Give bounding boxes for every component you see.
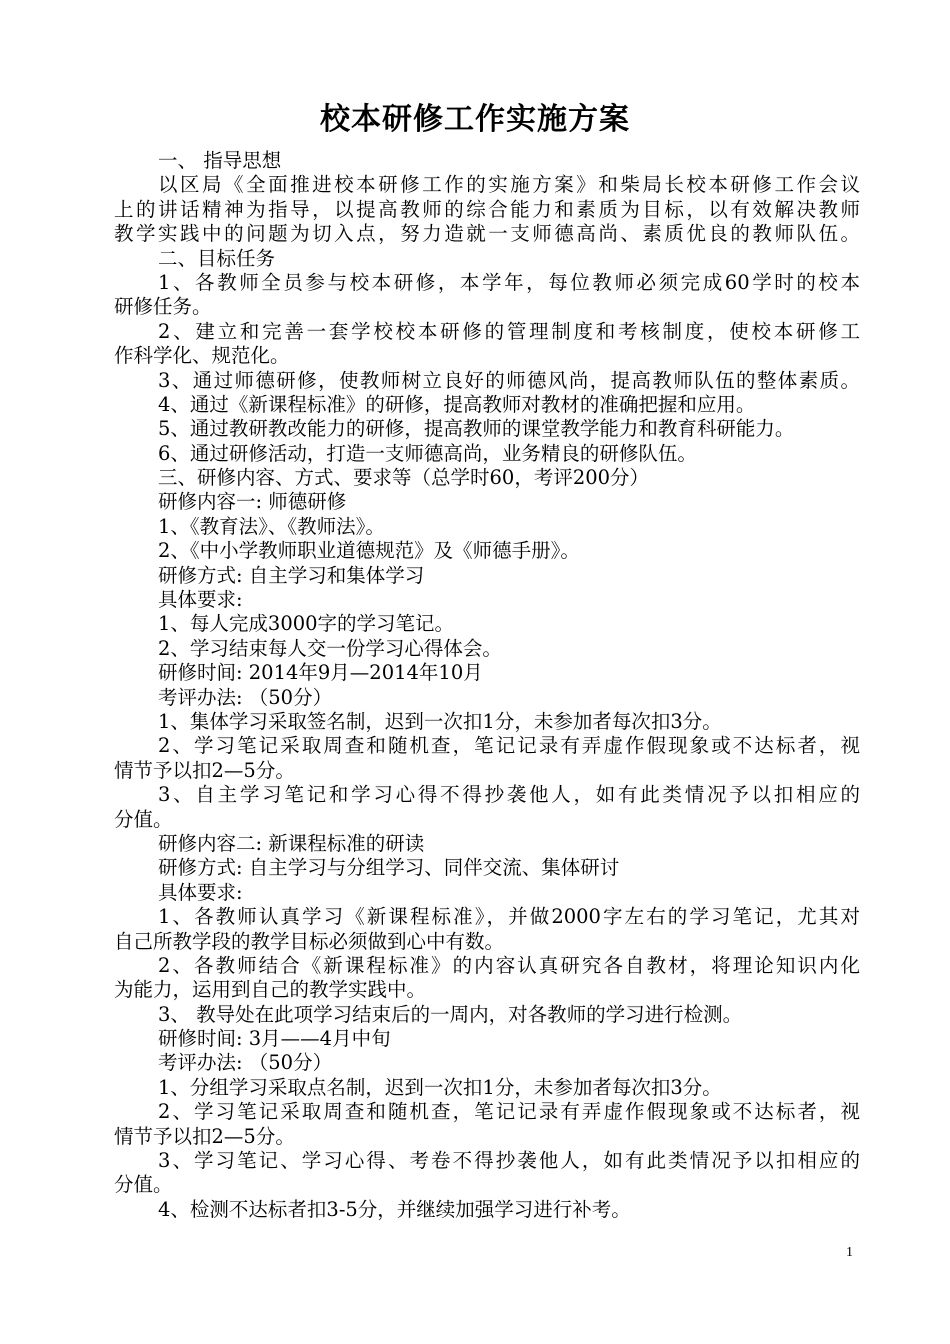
body-line: 研修内容二: 新课程标准的研读 xyxy=(158,831,425,855)
body-line: 3、通过师德研修，使教师树立良好的师德风尚，提高教师队伍的整体素质。 xyxy=(158,368,860,392)
body-line: 4、检测不达标者扣3-5分，并继续加强学习进行补考。 xyxy=(158,1197,631,1221)
body-line: 2、各教师结合《新课程标准》的内容认真研究各自教材，将理论知识内化 xyxy=(158,953,860,977)
body-line: 1、《教育法》、《教师法》。 xyxy=(158,514,385,538)
body-line: 情节予以扣2—5分。 xyxy=(114,758,295,782)
body-line: 三、研修内容、方式、要求等（总学时60，考评200分） xyxy=(158,466,650,490)
body-line: 3、学习笔记、学习心得、考卷不得抄袭他人，如有此类情况予以扣相应的 xyxy=(158,1149,860,1173)
body-line: 作科学化、规范化。 xyxy=(114,344,290,368)
body-line: 4、通过《新课程标准》的研修，提高教师对教材的准确把握和应用。 xyxy=(158,392,756,416)
body-line: 1、每人完成3000字的学习笔记。 xyxy=(158,612,455,636)
body-line: 1、分组学习采取点名制，迟到一次扣1分，未参加者每次扣3分。 xyxy=(158,1075,722,1099)
body-line: 为能力，运用到自己的教学实践中。 xyxy=(114,978,427,1002)
body-line: 考评办法: （50分） xyxy=(158,1051,333,1075)
document-title: 校本研修工作实施方案 xyxy=(320,102,630,137)
body-line: 2、学习结束每人交一份学习心得体会。 xyxy=(158,636,502,660)
body-line: 分值。 xyxy=(114,1173,173,1197)
body-line: 1、各教师全员参与校本研修，本学年，每位教师必须完成60学时的校本 xyxy=(158,270,860,294)
body-line: 研修时间: 3月——4月中旬 xyxy=(158,1027,391,1051)
body-line: 研修方式: 自主学习与分组学习、同伴交流、集体研讨 xyxy=(158,856,620,880)
document-body xyxy=(114,149,860,1222)
body-line: 以区局《全面推进校本研修工作的实施方案》和柴局长校本研修工作会议 xyxy=(158,173,860,197)
body-line: 3、自主学习笔记和学习心得不得抄袭他人，如有此类情况予以扣相应的 xyxy=(158,783,860,807)
page-number: 1 xyxy=(846,1245,853,1260)
body-line: 6、通过研修活动，打造一支师德高尚，业务精良的研修队伍。 xyxy=(158,441,697,465)
body-line: 研修内容一: 师德研修 xyxy=(158,490,347,514)
body-line: 5、通过教研教改能力的研修，提高教师的课堂教学能力和教育科研能力。 xyxy=(158,417,795,441)
body-line: 2、建立和完善一套学校校本研修的管理制度和考核制度，使校本研修工 xyxy=(158,319,860,343)
body-line: 研修时间: 2014年9月—2014年10月 xyxy=(158,661,483,685)
body-line: 具体要求: xyxy=(158,880,243,904)
body-line: 2、学习笔记采取周查和随机查，笔记记录有弄虚作假现象或不达标者，视 xyxy=(158,1100,860,1124)
body-line: 一、 指导思想 xyxy=(158,149,282,172)
body-line: 3、 教导处在此项学习结束后的一周内，对各教师的学习进行检测。 xyxy=(158,1002,743,1026)
body-line: 二、目标任务 xyxy=(158,246,276,270)
body-line: 分值。 xyxy=(114,807,173,831)
body-line: 2、《中小学教师职业道德规范》及《师德手册》。 xyxy=(158,539,580,563)
body-line: 上的讲话精神为指导，以提高教师的综合能力和素质为目标，以有效解决教师 xyxy=(114,197,860,221)
body-line: 考评办法: （50分） xyxy=(158,685,333,709)
body-line: 研修任务。 xyxy=(114,295,212,319)
body-line: 1、各教师认真学习《新课程标准》，并做2000字左右的学习笔记，尤其对 xyxy=(158,905,860,929)
body-line: 教学实践中的问题为切入点，努力造就一支师德高尚、素质优良的教师队伍。 xyxy=(114,222,860,246)
body-line: 自己所教学段的教学目标必须做到心中有数。 xyxy=(114,929,505,953)
body-line: 研修方式: 自主学习和集体学习 xyxy=(158,563,425,587)
body-line: 1、集体学习采取签名制，迟到一次扣1分，未参加者每次扣3分。 xyxy=(158,709,722,733)
body-line: 2、学习笔记采取周查和随机查，笔记记录有弄虚作假现象或不达标者，视 xyxy=(158,734,860,758)
body-line: 具体要求: xyxy=(158,588,243,612)
body-line: 情节予以扣2—5分。 xyxy=(114,1124,295,1148)
